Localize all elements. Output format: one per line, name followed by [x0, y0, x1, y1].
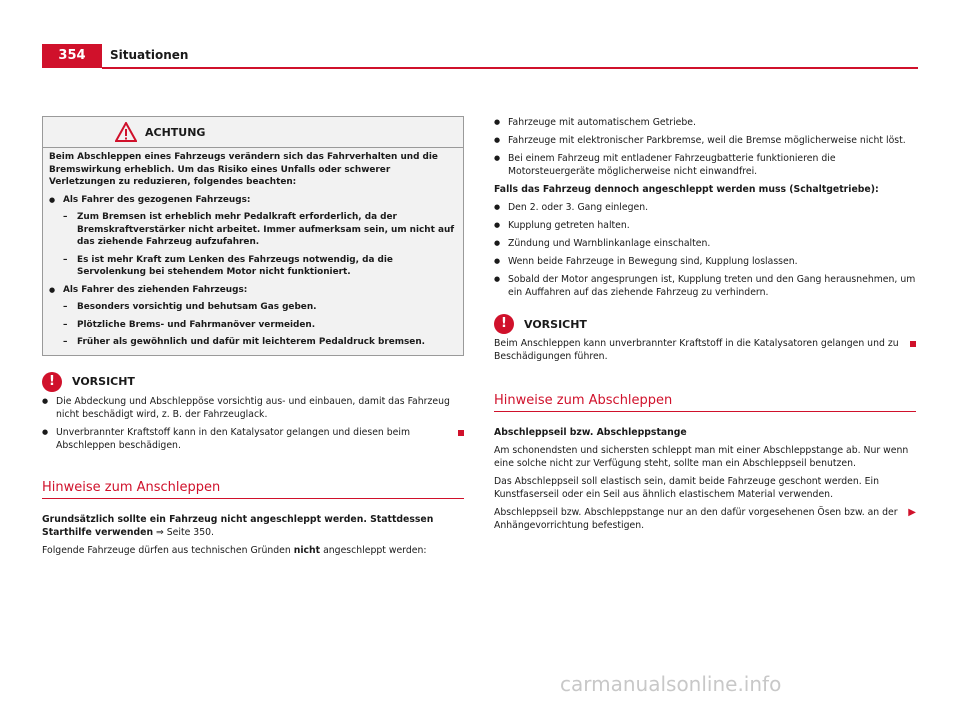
section-title-abschleppen: Hinweise zum Abschleppen [494, 394, 916, 412]
watermark: carmanualsonline.info [560, 672, 782, 696]
warning-title: ACHTUNG [145, 125, 206, 139]
paragraph: Das Abschleppseil soll elastisch sein, damit beide Fahrzeuge geschont werden. Ein Kunstfaserseil oder ein Seil aus ähnlich elastischem Material verwenden. [494, 476, 880, 500]
caution-header [494, 314, 916, 334]
warning-box [42, 116, 464, 356]
caution-item-text: Unverbrannter Kraftstoff kann in den Katalysator gelangen und diesen beim Abschleppen beschädigen. [56, 426, 411, 451]
caution-exclamation-icon: ! [42, 372, 62, 392]
step-item: ● Zündung und Warnblinkanlage einschalten. [494, 237, 916, 250]
para-bold: nicht [293, 544, 321, 556]
end-square-icon [458, 430, 464, 436]
warning-body [43, 148, 463, 355]
warning-towing-item: – Besonders vorsichtig und behutsam Gas geben. [49, 301, 457, 314]
caution-item [42, 426, 464, 452]
caution-text: Beim Anschleppen kann unverbrannter Kraftstoff in die Katalysatoren gelangen und zu Beschädigungen führen. [494, 338, 899, 362]
paragraph: Abschleppseil bzw. Abschleppstange nur an den dafür vorgesehenen Ösen bzw. an der Anhängevorrichtung befestigen. [494, 507, 898, 531]
caution-header [42, 372, 464, 392]
page-number: 354 [42, 44, 102, 68]
jump-start-note [42, 513, 464, 539]
page-header-title: Situationen [110, 48, 189, 62]
right-column [494, 116, 916, 537]
vehicle-item: ● Bei einem Fahrzeug mit entladener Fahrzeugbatterie funktionieren die Motorsteuergeräte möglicherweise nicht einwandfrei. [494, 152, 916, 178]
warning-towed-title: ● Als Fahrer des gezogenen Fahrzeugs: [49, 194, 457, 207]
step-item: ● Den 2. oder 3. Gang einlegen. [494, 201, 916, 214]
jump-start-bold: Grundsätzlich sollte ein Fahrzeug nicht angeschleppt werden. Stattdessen Starthilfe verwenden [42, 513, 434, 538]
caution-exclamation-icon: ! [494, 314, 514, 334]
page-reference: ⇒ Seite 350. [153, 526, 215, 538]
continue-arrow-icon: ▶ [908, 507, 916, 518]
warning-towing-title: ● Als Fahrer des ziehenden Fahrzeugs: [49, 284, 457, 297]
step-item: ● Wenn beide Fahrzeuge in Bewegung sind, Kupplung loslassen. [494, 255, 916, 268]
warning-box-header [43, 117, 463, 148]
warning-towing-item: – Plötzliche Brems- und Fahrmanöver vermeiden. [49, 319, 457, 332]
warning-triangle-icon [115, 122, 137, 142]
caution-title: VORSICHT [524, 317, 587, 331]
header-rule [102, 67, 918, 69]
caution-text-wrap [494, 337, 916, 363]
para-text: angeschleppt werden: [320, 544, 427, 556]
warning-towed-item: – Es ist mehr Kraft zum Lenken des Fahrzeugs notwendig, da die Servolenkung bei stehendem Motor nicht funktioniert. [49, 254, 457, 279]
section-title-anschleppen: Hinweise zum Anschleppen [42, 481, 464, 499]
left-column [42, 116, 464, 562]
vehicle-item: ● Fahrzeuge mit elektronischer Parkbremse, weil die Bremse möglicherweise nicht löst. [494, 134, 916, 147]
warning-towing-item: – Früher als gewöhnlich und dafür mit leichterem Pedaldruck bremsen. [49, 336, 457, 349]
not-towable-intro [42, 544, 464, 557]
manual-gearbox-heading: Falls das Fahrzeug dennoch angeschleppt werden muss (Schaltgetriebe): [494, 184, 879, 195]
caution-title: VORSICHT [72, 375, 135, 388]
paragraph-wrap [494, 506, 916, 532]
warning-towed-item: – Zum Bremsen ist erheblich mehr Pedalkraft erforderlich, da der Bremskraftverstärker nicht arbeitet. Immer aufmerksam sein, um nicht auf das ziehende Fahrzeug aufzufahren. [49, 211, 457, 249]
caution-item: ● Die Abdeckung und Abschleppöse vorsichtig aus- und einbauen, damit das Fahrzeug nicht beschädigt wird, z. B. der Fahrzeuglack. [42, 395, 464, 421]
vehicle-item: ● Fahrzeuge mit automatischem Getriebe. [494, 116, 916, 129]
subheading: Abschleppseil bzw. Abschleppstange [494, 427, 687, 438]
end-square-icon [910, 341, 916, 347]
step-item: ● Sobald der Motor angesprungen ist, Kupplung treten und den Gang herausnehmen, um ein Auffahren auf das ziehende Fahrzeug zu verhindern. [494, 273, 916, 299]
paragraph: Am schonendsten und sichersten schleppt man mit einer Abschleppstange ab. Nur wenn eine solche nicht zur Verfügung steht, sollte man ein Abschleppseil benutzen. [494, 445, 909, 469]
para-text: Folgende Fahrzeuge dürfen aus technischen Gründen [42, 544, 294, 556]
warning-intro: Beim Abschleppen eines Fahrzeugs verändern sich das Fahrverhalten und die Bremswirkung erheblich. Um das Risiko eines Unfalls oder schwerer Verletzungen zu reduzieren, folgendes beachten: [49, 152, 438, 187]
step-item: ● Kupplung getreten halten. [494, 219, 916, 232]
